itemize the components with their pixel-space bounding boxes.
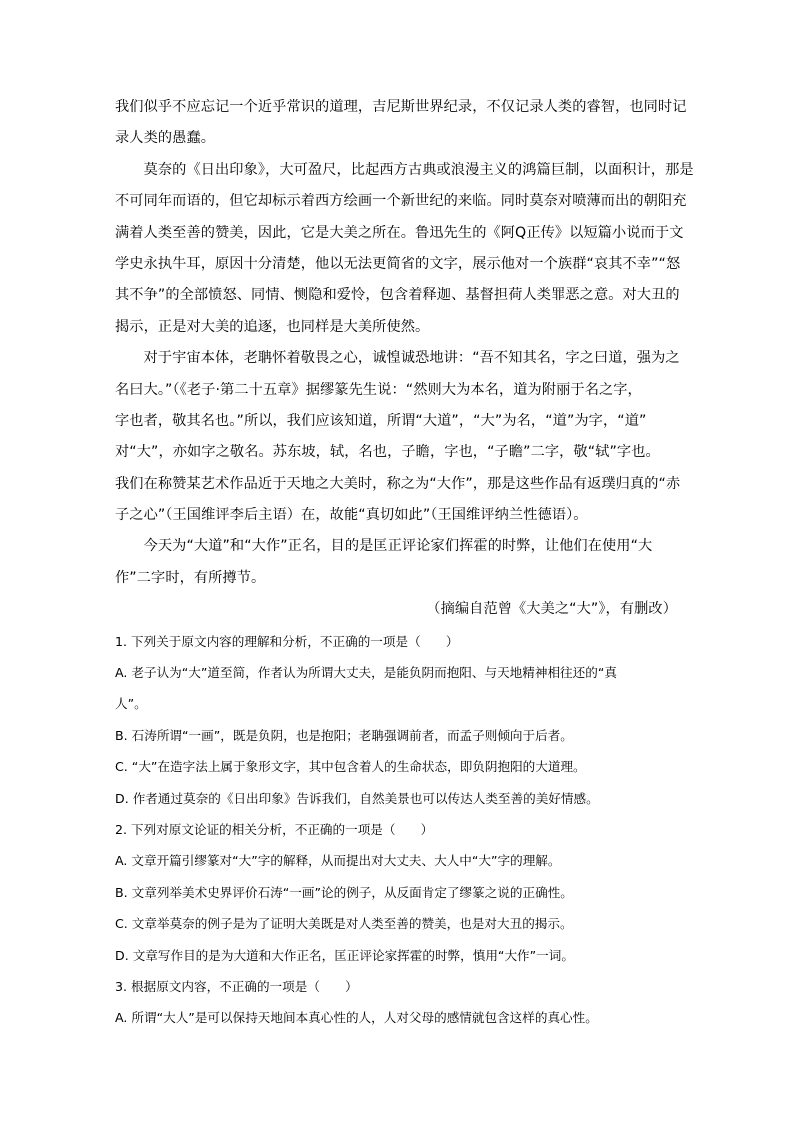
text-line: 名曰大。”（《老子·第二十五章》据缪篆先生说：“然则大为本名，道为附丽于名之字， xyxy=(115,381,642,398)
paragraph xyxy=(115,343,681,531)
text-line: 对于宇宙本体，老聃怀着敬畏之心，诚惶诚恐地讲：“吾不知其名，字之曰道，强为之 xyxy=(115,350,680,367)
paragraph xyxy=(115,92,687,155)
option-b: B. 石涛所谓“一画”，既是负阴，也是抱阳；老聃强调前者，而孟子则倾向于后者。 xyxy=(115,727,573,743)
text-line: 作”二字时，有所撙节。 xyxy=(115,569,266,586)
text-line: 其不争”的全部愤怒、同情、恻隐和爱怜，包含着释迦、基督担荷人类罪恶之意。对大丑的 xyxy=(115,287,680,304)
paragraph xyxy=(115,531,681,594)
text-line: 今天为“大道”和“大作”正名，目的是匡正评论家们挥霍的时弊，让他们在使用“大 xyxy=(115,538,653,555)
text-line: 对“大”，亦如字之敬名。苏东坡，轼，名也，子瞻，字也，“子瞻”二字，敬“轼”字也。 xyxy=(115,444,660,461)
text-line: 录人类的愚蠢。 xyxy=(115,130,216,147)
question-stem: 1. 下列关于原文内容的理解和分析，不正确的一项是（ ） xyxy=(115,633,459,649)
option-d: D. 文章写作目的是为大道和大作正名，匡正评论家挥霍的时弊，慎用“大作”一词。 xyxy=(115,947,574,963)
paragraph xyxy=(115,155,694,343)
text-line: 不可同年而语的，但它却标示着西方绘画一个新世纪的来临。同时莫奈对喷薄而出的朝阳充 xyxy=(115,193,687,210)
question-stem: 2. 下列对原文论证的相关分析，不正确的一项是（ ） xyxy=(115,821,434,837)
option-b: B. 文章列举美术史界评价石涛“一画”论的例子，从反面肯定了缪篆之说的正确性。 xyxy=(115,884,573,900)
document-body xyxy=(115,92,694,1034)
text-line: 揭示，正是对大美的追逐，也同样是大美所使然。 xyxy=(115,318,430,335)
text-line: 我们在称赞某艺术作品近于天地之大美时，称之为“大作”，那是这些作品有返璞归真的“赤 xyxy=(115,475,681,492)
text-line: 我们似乎不应忘记一个近乎常识的道理，吉尼斯世界纪录，不仅记录人类的睿智，也同时记 xyxy=(115,99,687,115)
question xyxy=(115,626,681,814)
question xyxy=(115,971,681,1034)
option-c: C. “大”在造字法上属于象形文字，其中包含着人的生命状态，即负阴抱阳的大道理。 xyxy=(115,759,586,775)
option-c: C. 文章举莫奈的例子是为了证明大美既是对人类至善的赞美，也是对大丑的揭示。 xyxy=(115,916,573,932)
text-line: 学史永执牛耳，原因十分清楚，他以无法更简省的文字，展示他对一个族群“哀其不幸”“怒 xyxy=(115,255,681,272)
option-a: A. 文章开篇引缪篆对“大”字的解释，从而提出对大丈夫、大人中“大”字的理解。 xyxy=(115,853,561,869)
text-line: 莫奈的《日出印象》，大可盈尺，比起西方古典或浪漫主义的鸿篇巨制，以面积计，那是 xyxy=(115,161,694,178)
question-stem: 3. 根据原文内容，不正确的一项是（ ） xyxy=(115,978,358,994)
source-citation: （摘编自范曾《大美之“大”》，有删改） xyxy=(426,601,677,618)
question xyxy=(115,814,681,971)
text-line: 子之心”（王国维评李后主语）在，故能“真切如此”（王国维评纳兰性德语）。 xyxy=(115,507,588,524)
option-a: A. 所谓“大人”是可以保持天地间本真心性的人，人对父母的感情就包含这样的真心性。 xyxy=(115,1010,598,1026)
text-line: 字也者，敬其名也。”所以，我们应该知道，所谓“大道”，“大”为名，“道”为字，“道” xyxy=(115,412,647,429)
option-a: A. 老子认为“大”道至简，作者认为所谓大丈夫，是能负阴而抱阳、与天地精神相往还的“真 xyxy=(115,665,617,681)
option-a-continued: 人”。 xyxy=(115,696,147,712)
text-line: 满着人类至善的赞美，因此，它是大美之所在。鲁迅先生的《阿Q正传》以短篇小说而于文 xyxy=(115,224,684,241)
option-d: D. 作者通过莫奈的《日出印象》告诉我们，自然美景也可以传达人类至善的美好情感。 xyxy=(115,790,599,806)
